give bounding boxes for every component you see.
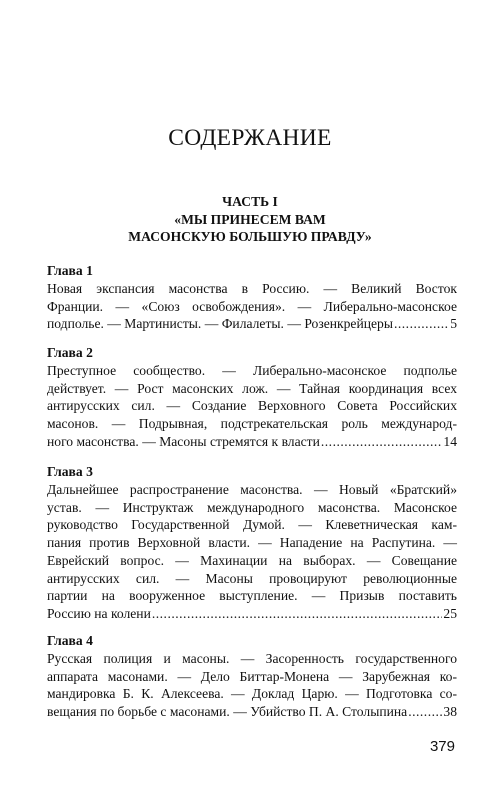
chapter-1-entry[interactable]: [47, 263, 457, 333]
chapter-summary-last-line: [47, 703, 457, 721]
chapter-summary-last-line: [47, 315, 457, 333]
chapter-summary-line: ного масонства. — Масоны стремятся к власти: [47, 433, 320, 449]
chapter-summary-last-line: [47, 605, 457, 623]
chapter-summary-line: антирусских сил. — Создание Верховного Совета Российских: [47, 398, 457, 414]
chapter-summary-line: Еврейский вопрос. — Махинации на выборах. — Совещание: [47, 552, 457, 568]
chapter-summary-line: вещания по борьбе с масонами. — Убийство П. А. Столыпина: [47, 704, 408, 720]
chapter-summary-line: антирусских сил. — Масоны провоцируют революционные: [47, 570, 457, 586]
chapter-summary-line: масонов. — Подрывная, подстрекательская роль международ-: [47, 416, 457, 432]
chapter-summary-line: Дальнейшее распространение масонства. — Новый «Братский»: [47, 482, 457, 497]
dot-leader: [321, 433, 443, 451]
chapter-heading: Глава 1: [47, 263, 93, 278]
chapter-summary-line: Русская полиция и масоны. — Засоренность государственного: [47, 651, 457, 666]
chapter-summary-line: пания против Верховной власти. — Нападение на Распутина. —: [47, 535, 457, 551]
part-heading: [0, 193, 500, 246]
dot-leader: [152, 605, 443, 623]
chapter-heading: Глава 3: [47, 464, 93, 479]
page-title: СОДЕРЖАНИЕ: [168, 125, 332, 151]
part-subtitle-line-1: «МЫ ПРИНЕСЕМ ВАМ: [174, 211, 326, 227]
chapter-heading: Глава 4: [47, 633, 93, 648]
chapter-summary-line: партии на вооруженное выступление. — Призыв поставить: [47, 588, 457, 604]
chapter-summary-line: Новая экспансия масонства в Россию. — Великий Восток: [47, 281, 457, 296]
dot-leader: [408, 703, 442, 721]
chapter-page-number[interactable]: 5: [450, 316, 457, 332]
chapter-summary-line: устав. — Инструктаж международного масонства. Масонское: [47, 499, 457, 515]
chapter-summary-line: мандировка Б. К. Алексеева. — Доклад Царю. — Подготовка со-: [47, 686, 457, 702]
chapter-summary-line: действует. — Рост масонских лож. — Тайная координация всех: [47, 380, 457, 396]
chapter-3-entry[interactable]: [47, 464, 457, 623]
chapter-heading: Глава 2: [47, 345, 93, 360]
chapter-summary-last-line: [47, 433, 457, 451]
chapter-summary-line: аппарата масонами. — Дело Биттар-Монена — Зарубежная ко-: [47, 668, 457, 684]
chapter-2-entry[interactable]: [47, 345, 457, 451]
chapter-page-number[interactable]: 25: [443, 605, 457, 621]
chapter-summary-line: Преступное сообщество. — Либерально-масонское подполье: [47, 363, 457, 378]
page-number: 379: [429, 738, 455, 755]
part-number: ЧАСТЬ I: [222, 194, 278, 209]
chapter-4-entry[interactable]: [47, 633, 457, 721]
chapter-summary-line: подполье. — Мартинисты. — Филалеты. — Розенкрейцеры: [47, 316, 393, 332]
chapter-page-number[interactable]: 38: [443, 704, 457, 720]
chapter-summary-line: руководство Государственной Думой. — Клеветническая кам-: [47, 517, 457, 533]
chapter-page-number[interactable]: 14: [443, 433, 457, 449]
dot-leader: [394, 315, 449, 333]
chapter-summary-line: Франции. — «Союз освобождения». — Либерально-масонское: [47, 298, 457, 314]
part-subtitle-line-2: МАСОНСКУЮ БОЛЬШУЮ ПРАВДУ»: [128, 229, 372, 244]
chapter-summary-line: Россию на колени: [47, 605, 151, 621]
